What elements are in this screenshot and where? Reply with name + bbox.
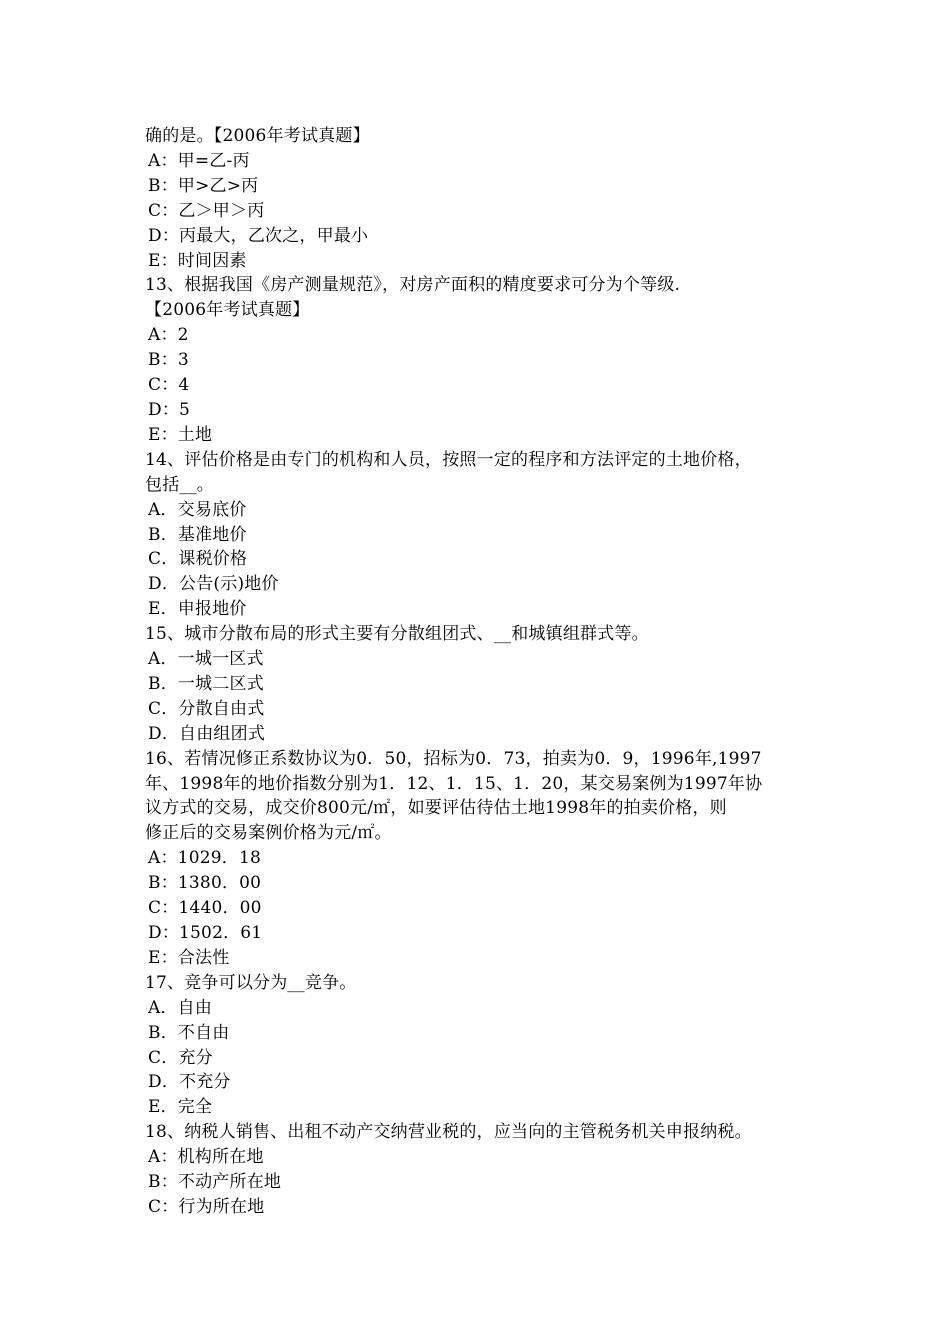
q14-option-d: D．公告(示)地价 — [148, 574, 279, 595]
q13-option-d: D：5 — [148, 399, 191, 420]
q16-option-e: E：合法性 — [148, 947, 230, 968]
q12-option-b: B：甲>乙>丙 — [148, 175, 259, 196]
q18-option-c: C：行为所在地 — [148, 1196, 265, 1217]
q12-option-c: C：乙＞甲＞丙 — [148, 200, 265, 221]
q13-stem-line2: 【2006年考试真题】 — [145, 300, 310, 321]
q13-option-e: E：土地 — [148, 424, 213, 445]
q15-option-a: A．一城一区式 — [148, 649, 264, 670]
q15-option-b: B．一城二区式 — [148, 673, 264, 694]
q13-option-b: B：3 — [148, 350, 189, 371]
q16-option-c: C：1440．00 — [148, 898, 262, 919]
document-body — [145, 124, 825, 1220]
q13-option-c: C：4 — [148, 375, 190, 396]
q17-stem-line1: 17、竞争可以分为__竞争。 — [145, 972, 357, 993]
q15-option-c: C．分散自由式 — [148, 698, 265, 719]
q13-stem-line1: 13、根据我国《房产测量规范》，对房产面积的精度要求可分为个等级. — [145, 275, 681, 296]
q16-stem-line2: 年、1998年的地价指数分别为1．12、1．15、1．20，某交易案例为1997年协 — [145, 773, 763, 794]
q16-option-d: D：1502．61 — [148, 923, 263, 943]
q17-option-d: D．不充分 — [148, 1072, 231, 1093]
q12-option-e: E：时间因素 — [148, 250, 247, 271]
q14-option-e: E．申报地价 — [148, 599, 247, 620]
q18-option-b: B：不动产所在地 — [148, 1172, 282, 1193]
q14-option-c: C．课税价格 — [148, 549, 248, 570]
q17-option-c: C．充分 — [148, 1047, 213, 1068]
q12-stem-tail: 确的是。【2006年考试真题】 — [145, 126, 370, 146]
q16-option-a: A：1029．18 — [148, 848, 261, 869]
q14-option-b: B．基准地价 — [148, 524, 247, 545]
q16-stem-line4: 修正后的交易案例价格为元/㎡。 — [145, 823, 392, 844]
q17-option-a: A．自由 — [148, 997, 213, 1018]
q17-option-e: E．完全 — [148, 1097, 213, 1118]
q15-stem-line1: 15、城市分散布局的形式主要有分散组团式、__和城镇组群式等。 — [145, 624, 649, 645]
q13-option-a: A：2 — [148, 325, 189, 346]
q18-option-a: A：机构所在地 — [148, 1147, 264, 1168]
q12-option-d: D：丙最大，乙次之，甲最小 — [148, 225, 369, 246]
q16-option-b: B：1380．00 — [148, 873, 262, 894]
q14-stem-line1: 14、评估价格是由专门的机构和人员，按照一定的程序和方法评定的土地价格， — [145, 449, 752, 470]
q15-option-d: D．自由组团式 — [148, 723, 266, 744]
q16-stem-line1: 16、若情况修正系数协议为0．50，招标为0．73，拍卖为0．9，1996年,1997 — [145, 748, 762, 769]
q14-option-a: A．交易底价 — [148, 499, 247, 520]
q12-option-a: A：甲=乙-丙 — [148, 150, 250, 171]
q16-stem-line3: 议方式的交易，成交价800元/㎡，如要评估待估土地1998年的拍卖价格，则 — [145, 798, 727, 819]
q18-stem-line1: 18、纳税人销售、出租不动产交纳营业税的，应当向的主管税务机关申报纳税。 — [145, 1122, 752, 1143]
q17-option-b: B．不自由 — [148, 1022, 230, 1043]
q14-stem-line2: 包括__。 — [145, 474, 214, 495]
